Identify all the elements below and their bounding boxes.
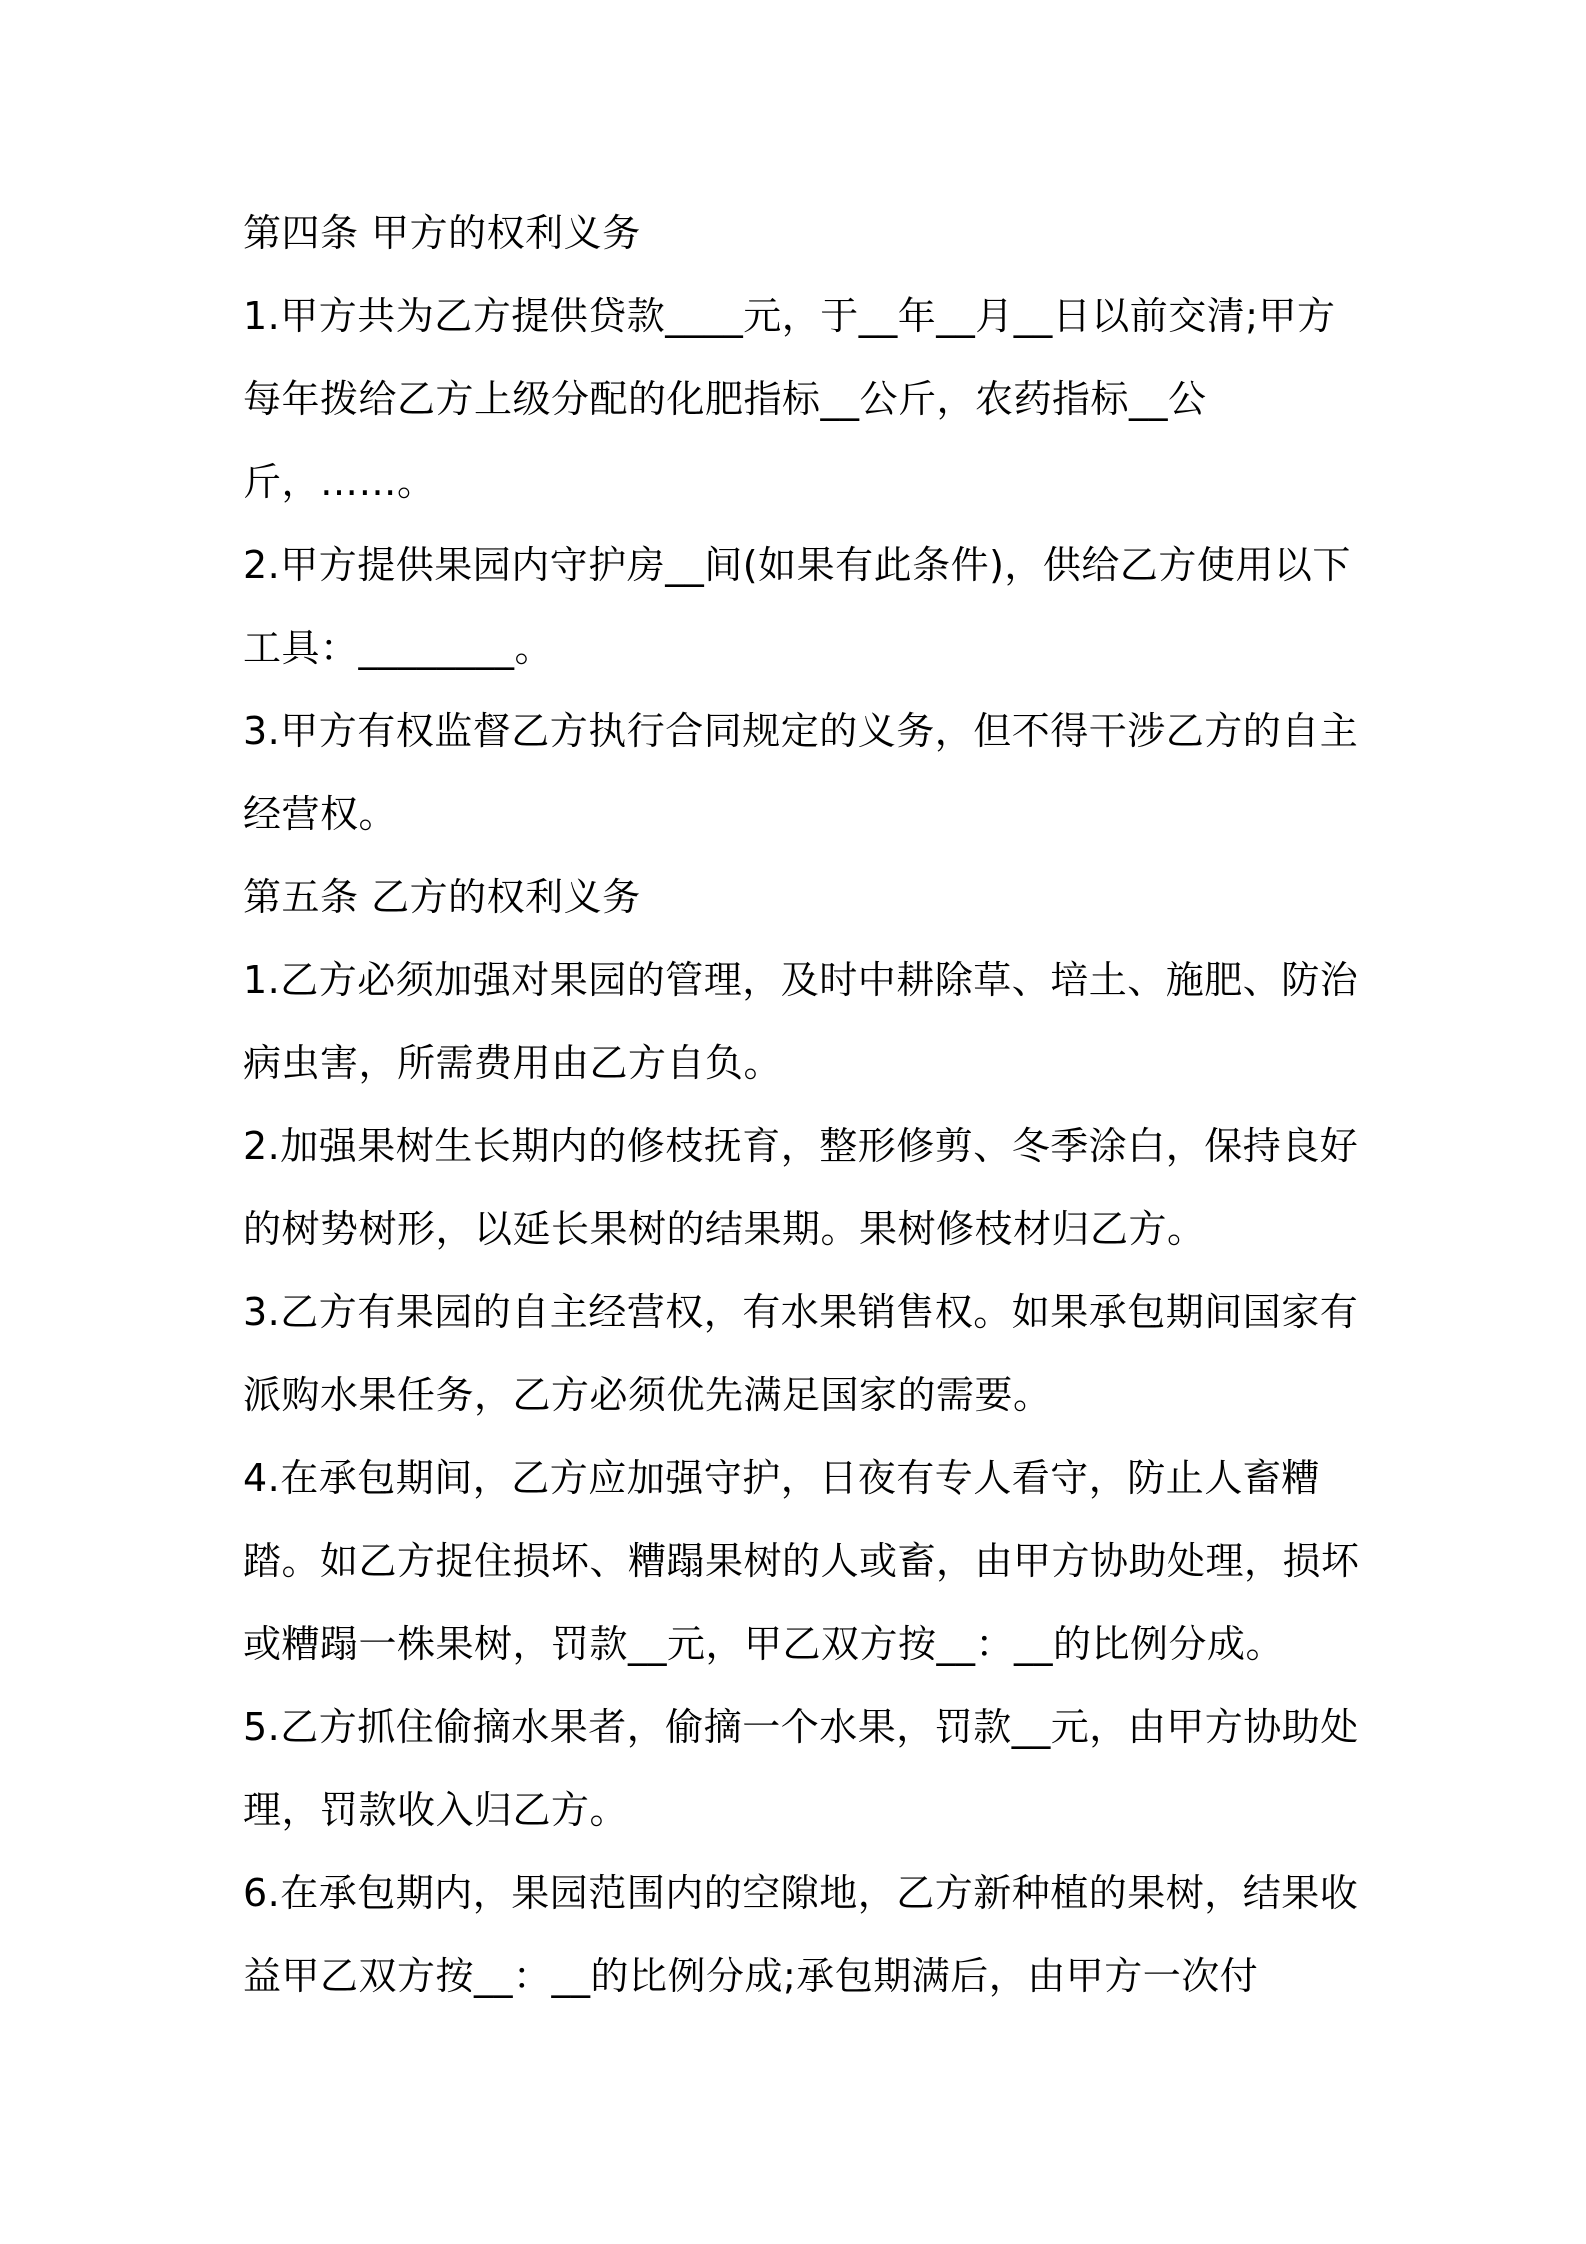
section-5-item-5: 5.乙方抓住偷摘水果者，偷摘一个水果，罚款__元，由甲方协助处理，罚款收入归乙方。	[243, 1705, 1359, 1832]
section-5-item-6: 6.在承包期内，果园范围内的空隙地，乙方新种植的果树，结果收益甲乙双方按__：__的比例分成;承包期满后，由甲方一次付	[243, 1871, 1359, 1998]
section-4-item-3: 3.甲方有权监督乙方执行合同规定的义务，但不得干涉乙方的自主经营权。	[243, 709, 1359, 836]
document-body	[243, 192, 1363, 2018]
section-5-heading: 第五条 乙方的权利义务	[243, 875, 641, 919]
section-4-heading: 第四条 甲方的权利义务	[243, 211, 641, 255]
section-4-item-2: 2.甲方提供果园内守护房__间(如果有此条件)，供给乙方使用以下工具：________。	[243, 543, 1351, 670]
section-4-item-1: 1.甲方共为乙方提供贷款____元，于__年__月__日以前交清;甲方每年拨给乙方上级分配的化肥指标__公斤，农药指标__公斤，……。	[243, 294, 1336, 504]
section-5-item-1: 1.乙方必须加强对果园的管理，及时中耕除草、培土、施肥、防治病虫害，所需费用由乙方自负。	[243, 958, 1359, 1085]
section-5-item-3: 3.乙方有果园的自主经营权，有水果销售权。如果承包期间国家有派购水果任务，乙方必须优先满足国家的需要。	[243, 1290, 1359, 1417]
section-5-item-2: 2.加强果树生长期内的修枝抚育，整形修剪、冬季涂白，保持良好的树势树形，以延长果树的结果期。果树修枝材归乙方。	[243, 1124, 1359, 1251]
section-5-item-4: 4.在承包期间，乙方应加强守护，日夜有专人看守，防止人畜糟踏。如乙方捉住损坏、糟蹋果树的人或畜，由甲方协助处理，损坏或糟蹋一株果树，罚款__元，甲乙双方按__：__的比例分成。	[243, 1456, 1360, 1666]
